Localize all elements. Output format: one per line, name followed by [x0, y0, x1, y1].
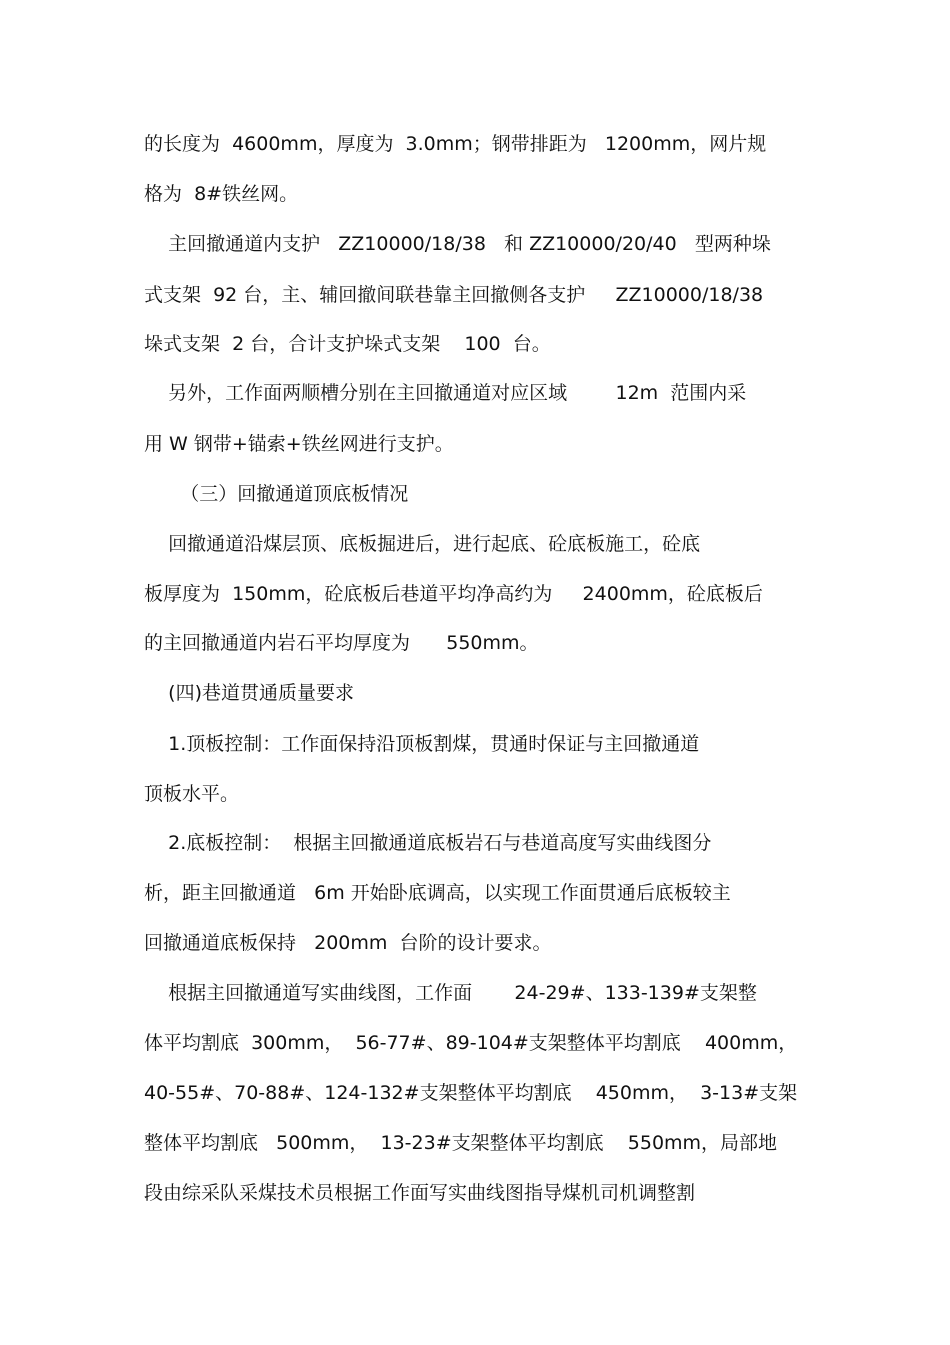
- section-heading: (四)巷道贯通质量要求: [144, 682, 354, 704]
- text-line: 根据主回撤通道写实曲线图，工作面 24-29#、133-139#支架整: [144, 982, 757, 1004]
- section-heading: （三）回撤通道顶底板情况: [144, 483, 409, 505]
- text-line: 整体平均割底 500mm， 13-23#支架整体平均割底 550mm，局部地: [144, 1132, 778, 1154]
- text-line: 2.底板控制： 根据主回撤通道底板岩石与巷道高度写实曲线图分: [144, 832, 712, 854]
- text-line: 体平均割底 300mm， 56-77#、89-104#支架整体平均割底 400mm，: [144, 1032, 798, 1054]
- text-line: 垛式支架 2 台，合计支护垛式支架 100 台。: [144, 333, 551, 355]
- text-line: 回撤通道底板保持 200mm 台阶的设计要求。: [144, 932, 552, 954]
- text-line: 另外，工作面两顺槽分别在主回撤通道对应区域 12m 范围内采: [144, 382, 747, 404]
- text-line: 回撤通道沿煤层顶、底板掘进后，进行起底、砼底板施工，砼底: [144, 533, 701, 555]
- text-line: 析，距主回撤通道 6m 开始卧底调高，以实现工作面贯通后底板较主: [144, 882, 731, 904]
- text-line: 40-55#、70-88#、124-132#支架整体平均割底 450mm， 3-13#支架: [144, 1082, 798, 1104]
- text-line: 格为 8#铁丝网。: [144, 183, 299, 205]
- text-line: 1.顶板控制：工作面保持沿顶板割煤，贯通时保证与主回撤通道: [144, 733, 700, 755]
- text-line: 主回撤通道内支护 ZZ10000/18/38 和 ZZ10000/20/40 型两种垛: [144, 233, 771, 255]
- text-line: 的长度为 4600mm，厚度为 3.0mm；钢带排距为 1200mm，网片规: [144, 133, 767, 155]
- text-line: 板厚度为 150mm，砼底板后巷道平均净高约为 2400mm，砼底板后: [144, 583, 763, 605]
- text-line: 用 W 钢带+锚索+铁丝网进行支护。: [144, 433, 454, 455]
- text-line: 的主回撤通道内岩石平均厚度为 550mm。: [144, 632, 539, 654]
- text-line: 段由综采队采煤技术员根据工作面写实曲线图指导煤机司机调整割: [144, 1182, 696, 1204]
- text-line: 式支架 92 台，主、辅回撤间联巷靠主回撤侧各支护 ZZ10000/18/38: [144, 284, 764, 306]
- text-line: 顶板水平。: [144, 783, 240, 805]
